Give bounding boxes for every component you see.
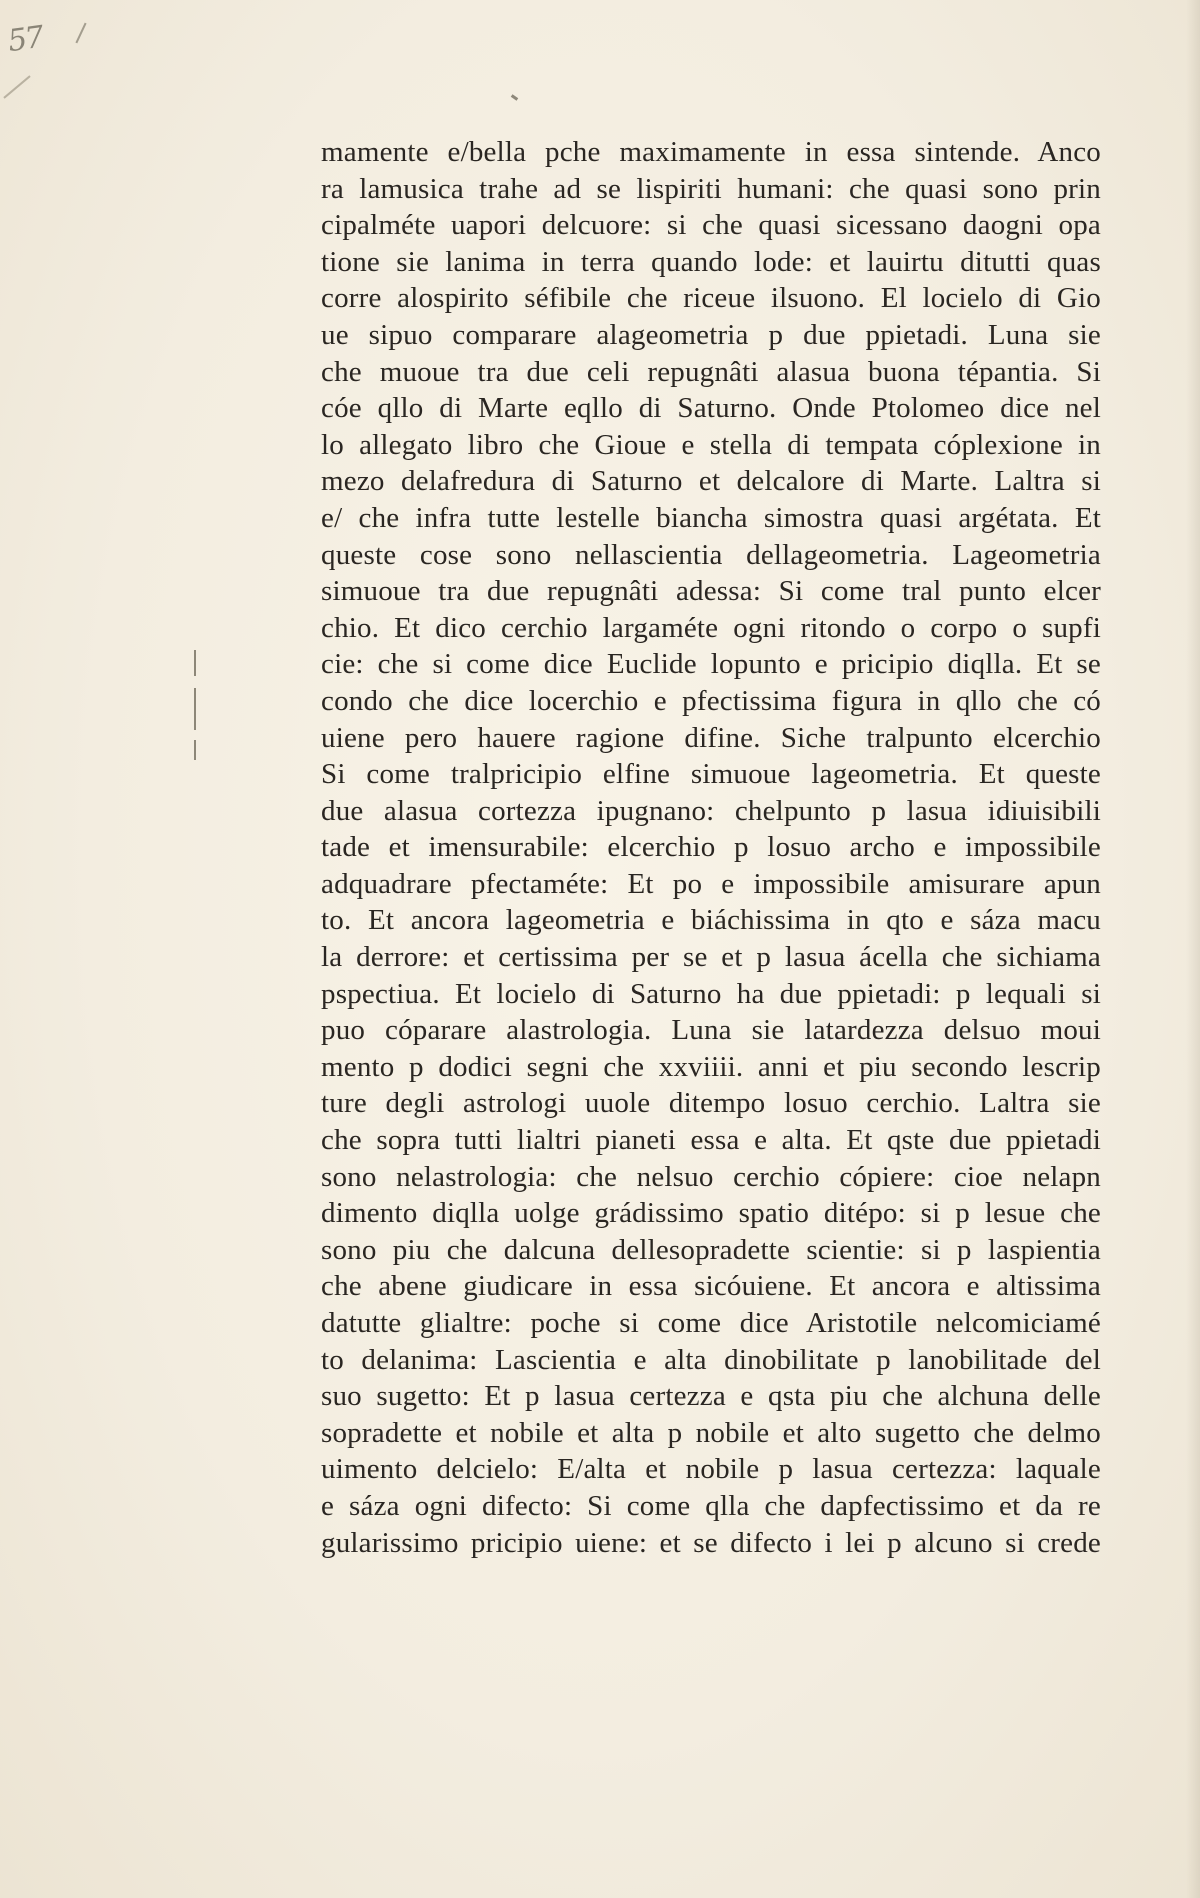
text-line: cie: che si come dice Euclide lopunto e pricipio diqlla. Et se: [321, 648, 1101, 681]
text-line: tione sie lanima in terra quando lode: et lauirtu ditutti quas: [321, 245, 1101, 278]
text-line: uimento delcielo: E/alta et nobile p lasua certezza: laquale: [321, 1453, 1101, 1486]
text-line: due alasua cortezza ipugnano: chelpunto p lasua idiuisibili: [321, 794, 1101, 827]
text-line: e sáza ogni difecto: Si come qlla che dapfectissimo et da re: [321, 1489, 1101, 1522]
text-line: sono piu che dalcuna dellesopradette scientie: si p laspientia: [321, 1233, 1101, 1266]
text-line: mento p dodici segni che xxviiii. anni et piu secondo lescrip: [321, 1050, 1101, 1083]
text-line: ture degli astrologi uuole ditempo losuo cerchio. Laltra sie: [321, 1087, 1101, 1120]
text-line: puo cóparare alastrologia. Luna sie latardezza delsuo moui: [321, 1014, 1101, 1047]
body-text: [321, 134, 1101, 1561]
text-line: che muoue tra due celi repugnâti alasua buona tépantia. Si: [321, 355, 1101, 388]
text-line: corre alospirito séfibile che riceue ilsuono. El locielo di Gio: [321, 282, 1101, 315]
text-line: ra lamusica trahe ad se lispiriti humani: che quasi sono prin: [321, 172, 1101, 205]
text-line: Si come tralpricipio elfine simuoue lageometria. Et queste: [321, 758, 1101, 791]
ink-speck: [511, 94, 518, 100]
text-line: suo sugetto: Et p lasua certezza e qsta piu che alchuna delle: [321, 1380, 1101, 1413]
text-line: gularissimo pricipio uiene: et se difecto i lei p alcuno si crede: [321, 1526, 1101, 1559]
text-line: sono nelastrologia: che nelsuo cerchio cópiere: cioe nelapn: [321, 1160, 1101, 1193]
text-line: mamente e/bella pche maximamente in essa sintende. Anco: [321, 136, 1101, 168]
margin-rule-mark: [194, 740, 196, 760]
text-line: che sopra tutti lialtri pianeti essa e alta. Et qste due ppietadi: [321, 1124, 1101, 1157]
text-line: la derrore: et certissima per se et p lasua ácella che sichiama: [321, 941, 1101, 974]
text-line: lo allegato libro che Gioue e stella di tempata cóplexione in: [321, 428, 1101, 461]
text-line: dimento diqlla uolge grádissimo spatio ditépo: si p lesue che: [321, 1197, 1101, 1230]
text-line: tade et imensurabile: elcerchio p losuo archo e impossibile: [321, 831, 1101, 864]
text-line: chio. Et dico cerchio largaméte ogni ritondo o corpo o supfi: [321, 611, 1101, 644]
text-line: e/ che infra tutte lestelle biancha simostra quasi argétata. Et: [321, 501, 1101, 534]
text-line: cóe qllo di Marte eqllo di Saturno. Onde Ptolomeo dice nel: [321, 392, 1101, 425]
corner-pen-mark: [75, 23, 86, 44]
text-line: che abene giudicare in essa sicóuiene. Et ancora e altissima: [321, 1270, 1101, 1303]
corner-page-number: 57: [5, 19, 45, 60]
text-line: datutte glialtre: poche si come dice Aristotile nelcomiciamé: [321, 1307, 1101, 1339]
text-line: cipalméte uapori delcuore: si che quasi sicessano daogni opa: [321, 209, 1101, 242]
text-line: simuoue tra due repugnâti adessa: Si come tral punto elcer: [321, 575, 1101, 608]
text-line: condo che dice locerchio e pfectissima figura in qllo che có: [321, 684, 1101, 717]
text-line: pspectiua. Et locielo di Saturno ha due ppietadi: p lequali si: [321, 977, 1101, 1010]
text-line: mezo delafredura di Saturno et delcalore di Marte. Laltra si: [321, 465, 1101, 498]
text-line: to delanima: Lascientia e alta dinobilitate p lanobilitade del: [321, 1343, 1101, 1376]
text-line: uiene pero hauere ragione difine. Siche tralpunto elcerchio: [321, 721, 1101, 754]
page-edge-shadow: [1186, 0, 1200, 1898]
text-line: queste cose sono nellascientia dellageometria. Lageometria: [321, 538, 1101, 571]
margin-rule-mark: [194, 688, 196, 730]
text-line: adquadrare pfectaméte: Et po e impossibile amisurare apun: [321, 867, 1101, 900]
text-line: ue sipuo comparare alageometria p due ppietadi. Luna sie: [321, 318, 1101, 351]
margin-rule-mark: [194, 650, 196, 676]
corner-crease: [3, 75, 30, 98]
text-line: to. Et ancora lageometria e biáchissima in qto e sáza macu: [321, 904, 1101, 937]
text-line: sopradette et nobile et alta p nobile et alto sugetto che delmo: [321, 1416, 1101, 1449]
